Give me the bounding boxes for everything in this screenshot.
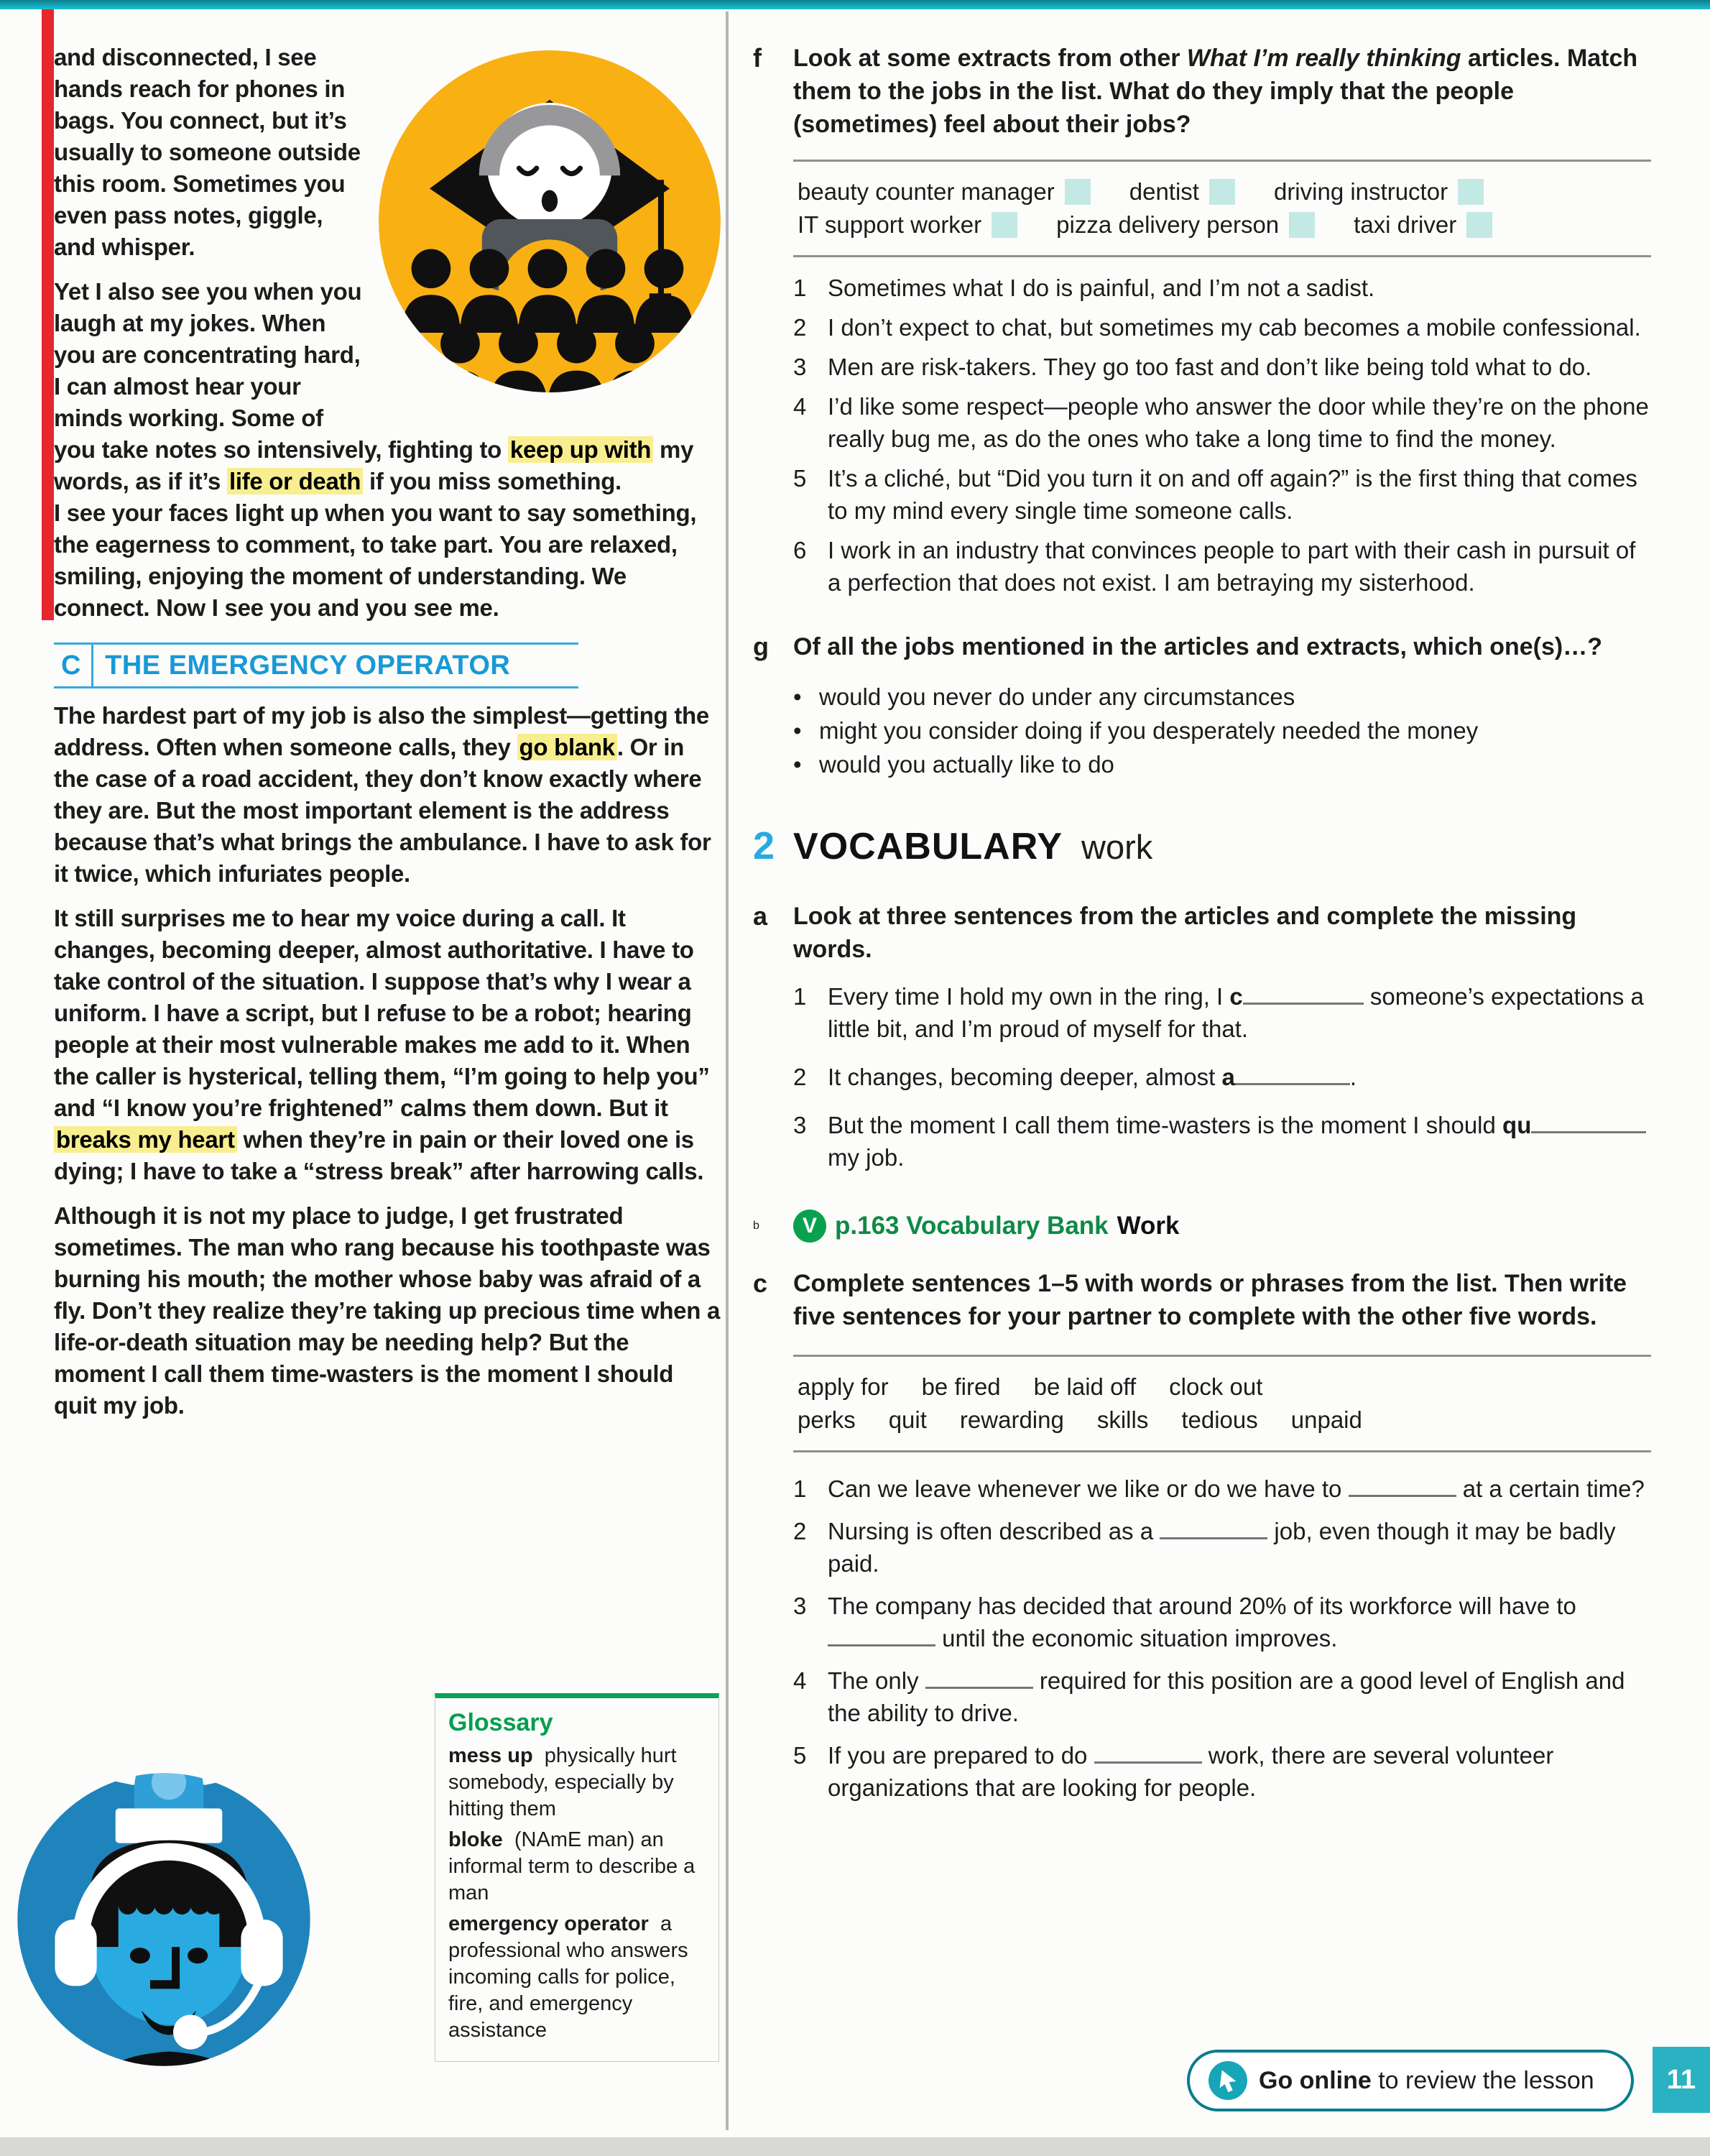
sentence-item — [793, 1664, 1651, 1729]
answer-box — [1289, 212, 1315, 238]
job-list-row — [798, 178, 1647, 206]
sentence-text: The only — [828, 1667, 925, 1694]
highlighted-phrase: go blank — [517, 734, 617, 760]
paragraph-text: when they’re in pain or their loved one is dying; I have to take a “stress break” after harrowing calls. — [54, 1126, 704, 1184]
bullet-dot: • — [793, 683, 802, 710]
answer-blank — [925, 1670, 1033, 1689]
item-number: 2 — [793, 314, 807, 341]
sentence-text: But the moment I call them time-wasters is the moment I should — [828, 1112, 1503, 1138]
sentence-text: Nursing is often described as a — [828, 1518, 1160, 1544]
item-number: 2 — [793, 1064, 807, 1090]
instruction-italic: What I’m really thinking — [1186, 45, 1461, 72]
item-text: It’s a cliché, but “Did you turn it on and off again?” is the first thing that comes to my mind every single time someone calls. — [828, 465, 1637, 524]
highlighted-phrase: breaks my heart — [54, 1126, 237, 1153]
paragraph-text: Although it is not my place to judge, I get frustrated sometimes. The man who rang because his toothpaste was burning his mouth; the mother whose baby was afraid of a fly. Don’t they realize they’re taking up precious time when a life-or-death situation may be needing help? But the moment I call them time-wasters is the moment I should quit my job. — [54, 1202, 721, 1419]
article-paragraph — [54, 1200, 721, 1422]
exercise-letter: a — [753, 901, 768, 931]
sentence-text: The company has decided that around 20% of its workforce will have to — [828, 1593, 1576, 1619]
extract-item — [793, 462, 1651, 527]
item-text — [828, 1590, 1651, 1654]
word-option: skills — [1096, 1406, 1149, 1433]
sentence-text: Every time I hold my own in the ring, I — [828, 983, 1230, 1010]
exercise-a — [753, 900, 1651, 1181]
column-divider — [726, 11, 729, 2130]
job-label: dentist — [1129, 178, 1199, 205]
word-option: clock out — [1169, 1373, 1263, 1400]
word-option: rewarding — [959, 1406, 1064, 1433]
page-top-edge — [0, 0, 1710, 9]
go-online-bold: Go online — [1259, 2066, 1372, 2094]
glossary-term: bloke — [448, 1828, 503, 1851]
extract-item — [793, 311, 1651, 344]
word-list-row — [798, 1373, 1647, 1401]
extract-list — [793, 272, 1651, 599]
sentence-text: Can we leave whenever we like or do we have to — [828, 1475, 1349, 1502]
item-number: 3 — [793, 1593, 807, 1619]
exercise-g — [753, 630, 1651, 782]
bullet-item — [793, 714, 1651, 747]
job-label: taxi driver — [1354, 211, 1457, 238]
mouse-cursor-icon — [1208, 2061, 1247, 2100]
highlighted-phrase: keep up with — [508, 436, 653, 463]
word-option: apply for — [798, 1373, 889, 1400]
go-online-rest: to review the lesson — [1371, 2066, 1594, 2094]
word-stem: c — [1229, 983, 1243, 1010]
word-list-box — [793, 1355, 1651, 1452]
exercise-f-instruction — [793, 42, 1651, 141]
item-number: 1 — [793, 983, 807, 1010]
item-number: 1 — [793, 275, 807, 301]
bullet-text: might you consider doing if you desperately needed the money — [819, 717, 1479, 744]
job-label: driving instructor — [1273, 178, 1448, 205]
article-paragraph — [54, 497, 721, 624]
answer-blank — [1531, 1115, 1646, 1133]
word-option: be fired — [921, 1373, 1001, 1400]
sentence-item — [793, 1061, 1651, 1093]
exercise-c — [753, 1267, 1651, 1811]
bullet-item — [793, 681, 1651, 713]
extract-item — [793, 272, 1651, 304]
exercise-letter: f — [753, 43, 762, 73]
job-option — [1056, 211, 1315, 239]
sentence-item — [793, 1109, 1651, 1174]
answer-blank — [1235, 1067, 1350, 1085]
glossary-box — [435, 1693, 719, 2062]
page-bottom-edge — [0, 2137, 1710, 2156]
sentence-item — [793, 1590, 1651, 1654]
paragraph-text: and disconnected, I see hands reach for phones in bags. You connect, but it’s usually to someone outside this room. Sometimes you even pass notes, giggle, and whisper. — [54, 44, 361, 260]
bullet-list — [793, 681, 1651, 780]
item-number: 5 — [793, 465, 807, 492]
glossary-definition: physically hurt somebody, especially by hitting them — [448, 1744, 677, 1820]
exercise-g-instruction: Of all the jobs mentioned in the articles and extracts, which one(s)…? — [793, 633, 1602, 660]
section-number: 2 — [753, 824, 775, 867]
glossary-title: Glossary — [448, 1709, 553, 1736]
word-option: quit — [888, 1406, 927, 1433]
answer-box — [1209, 179, 1235, 205]
exercise-letter: c — [753, 1268, 768, 1298]
bullet-item — [793, 748, 1651, 780]
job-option — [798, 211, 1017, 239]
sentence-item — [793, 1739, 1651, 1804]
section-title: THE EMERGENCY OPERATOR — [105, 650, 511, 681]
answer-blank — [1094, 1745, 1202, 1764]
exercise-a-instruction: Look at three sentences from the articles and complete the missing words. — [793, 903, 1577, 963]
item-number: 5 — [793, 1742, 807, 1769]
sentence-text: work, there are several volunteer organizations that are looking for people. — [828, 1742, 1554, 1801]
article-paragraph — [54, 903, 721, 1187]
exercise-letter: g — [753, 632, 769, 661]
glossary-definition: a professional who answers incoming calls for police, fire, and emergency assistance — [448, 1912, 688, 2042]
answer-box — [1466, 212, 1492, 238]
item-text — [828, 1664, 1651, 1729]
sentence-text: until the economic situation improves. — [935, 1625, 1338, 1651]
operator-icon — [9, 1723, 319, 2113]
exercises-column — [753, 42, 1651, 1811]
highlighted-phrase: life or death — [227, 468, 363, 494]
paragraph-text: The hardest part of my job is also the simplest—getting the address. Often when someone calls, they — [54, 702, 709, 760]
item-number: 3 — [793, 1112, 807, 1138]
answer-box — [992, 212, 1017, 238]
go-online-label — [1259, 2067, 1594, 2095]
word-option: perks — [798, 1406, 856, 1433]
glossary-entry — [448, 1911, 706, 2044]
item-text — [828, 1473, 1651, 1505]
left-red-edge — [42, 9, 54, 620]
page-number: 11 — [1666, 2064, 1696, 2095]
item-text — [828, 1109, 1651, 1174]
word-option: tedious — [1181, 1406, 1258, 1433]
sentence-text: at a certain time? — [1456, 1475, 1645, 1502]
instruction-text: Look at some extracts from other — [793, 45, 1187, 72]
instruction-text: articles. Match them to the jobs in the list. What do they imply that the people (sometimes) feel about their jobs? — [793, 45, 1638, 138]
glossary-term: emergency operator — [448, 1912, 649, 1935]
word-option: unpaid — [1290, 1406, 1362, 1433]
item-text: Men are risk-takers. They go too fast and don’t like being told what to do. — [828, 354, 1592, 380]
bullet-text: would you never do under any circumstances — [819, 683, 1295, 710]
item-text — [828, 1061, 1651, 1093]
word-stem: qu — [1502, 1112, 1532, 1138]
job-option — [798, 178, 1091, 206]
article-paragraph — [54, 700, 721, 890]
sentence-text: It changes, becoming deeper, almost — [828, 1064, 1222, 1090]
item-number: 4 — [793, 393, 807, 420]
item-text — [828, 1739, 1651, 1804]
job-label: beauty counter manager — [798, 178, 1055, 205]
section-title: VOCABULARY — [793, 826, 1063, 867]
job-label: IT support worker — [798, 211, 982, 238]
section-letter: C — [54, 645, 93, 686]
answer-blank — [828, 1628, 935, 1646]
extract-item — [793, 351, 1651, 383]
go-online-button[interactable] — [1187, 2050, 1634, 2111]
bullet-dot: • — [793, 751, 802, 778]
sentence-text: . — [1349, 1064, 1357, 1090]
sentence-text: If you are prepared to do — [828, 1742, 1094, 1769]
paragraph-text: . Or in the case of a road accident, they don’t know exactly where they are. But the most important element is the address because that’s what brings the ambulance. I have to ask for it twice, which infuriates people. — [54, 734, 711, 887]
section-c-heading — [54, 642, 578, 688]
glossary-entry — [448, 1743, 706, 1823]
sentence-item — [793, 1515, 1651, 1580]
paragraph-text: Yet I also see you when you laugh at my jokes. When you are concentrating hard, I can almost hear your minds working. Some of you take notes so intensively, fighting to — [54, 278, 508, 463]
extract-item — [793, 534, 1651, 599]
section-subtitle: work — [1081, 828, 1153, 866]
lecturer-illustration — [379, 50, 721, 392]
job-option — [1129, 178, 1235, 206]
exercise-b — [753, 1210, 1651, 1243]
glossary-term: mess up — [448, 1744, 533, 1767]
item-text: I don’t expect to chat, but sometimes my cab becomes a mobile confessional. — [828, 314, 1641, 341]
answer-blank — [1349, 1478, 1456, 1497]
sentence-text: my job. — [828, 1144, 905, 1171]
item-number: 1 — [793, 1475, 807, 1502]
job-option — [1274, 178, 1484, 206]
job-list-row — [798, 211, 1647, 239]
glossary-entry — [448, 1827, 706, 1907]
answer-box — [1458, 179, 1484, 205]
word-option: be laid off — [1033, 1373, 1137, 1400]
reference-topic: Work — [1117, 1212, 1180, 1240]
sentence-text: job, even though it may be badly paid. — [828, 1518, 1616, 1577]
item-text: I’d like some respect—people who answer the door while they’re on the phone really bug me, as do the ones who take a long time to find the money. — [828, 393, 1649, 452]
paragraph-text: I see your faces light up when you want to say something, the eagerness to comment, to take part. You are relaxed, smiling, enjoying the moment of understanding. We connect. Now I see you and you see me. — [54, 499, 697, 621]
answer-box — [1065, 179, 1091, 205]
vocabulary-bank-reference — [793, 1210, 1651, 1243]
extract-item — [793, 390, 1651, 455]
item-text — [828, 1515, 1651, 1580]
item-number: 3 — [793, 354, 807, 380]
bullet-text: would you actually like to do — [819, 751, 1114, 778]
word-list-row — [798, 1406, 1647, 1434]
job-label: pizza delivery person — [1056, 211, 1280, 238]
sentence-list — [793, 1473, 1651, 1804]
article-column — [54, 42, 721, 1422]
paragraph-text: It still surprises me to hear my voice during a call. It changes, becoming deeper, almost authoritative. I have to take control of the situation. I suppose that’s why I wear a uniform. I have a script, but I refuse to be a robot; hearing people at their most vulnerable makes me add to it. When the caller is hysterical, telling them, “I’m going to help you” and “I know you’re frightened” calms them down. But it — [54, 905, 710, 1121]
item-text: I work in an industry that convinces people to part with their cash in pursuit of a perfection that does not exist. I am betraying my sisterhood. — [828, 537, 1636, 596]
answer-blank — [1160, 1521, 1267, 1539]
item-text: Sometimes what I do is painful, and I’m not a sadist. — [828, 275, 1375, 301]
paragraph-text: if you miss something. — [363, 468, 621, 494]
word-stem: a — [1221, 1064, 1235, 1090]
bullet-dot: • — [793, 717, 802, 744]
sentence-item — [793, 1473, 1651, 1505]
glossary-definition: (NAmE man) an informal term to describe a man — [448, 1828, 695, 1904]
sentence-item — [793, 980, 1651, 1045]
emergency-operator-illustration — [9, 1723, 319, 2113]
section-2-heading — [753, 824, 1651, 868]
sentence-text: required for this position are a good level of English and the ability to drive. — [828, 1667, 1625, 1726]
answer-blank — [1243, 986, 1364, 1005]
vocabulary-bank-icon: V — [793, 1210, 826, 1243]
lecturer-icon — [379, 50, 721, 392]
exercise-c-instruction: Complete sentences 1–5 with words or phrases from the list. Then write five sentences for your partner to complete with the other five words. — [793, 1270, 1627, 1330]
item-number: 6 — [793, 537, 807, 563]
item-number: 4 — [793, 1667, 807, 1694]
job-option — [1354, 211, 1492, 239]
exercise-letter: b — [753, 1220, 759, 1232]
sentence-list — [793, 980, 1651, 1174]
reference-text: p.163 Vocabulary Bank — [835, 1212, 1109, 1240]
sentence-text: someone’s expectations a little bit, and I’m proud of myself for that. — [828, 983, 1644, 1042]
item-number: 2 — [793, 1518, 807, 1544]
job-list-box — [793, 160, 1651, 257]
paragraph-text: my words, as if it’s — [54, 436, 694, 494]
page-number-tab — [1653, 2047, 1710, 2113]
exercise-f — [753, 42, 1651, 606]
item-text — [828, 980, 1651, 1045]
